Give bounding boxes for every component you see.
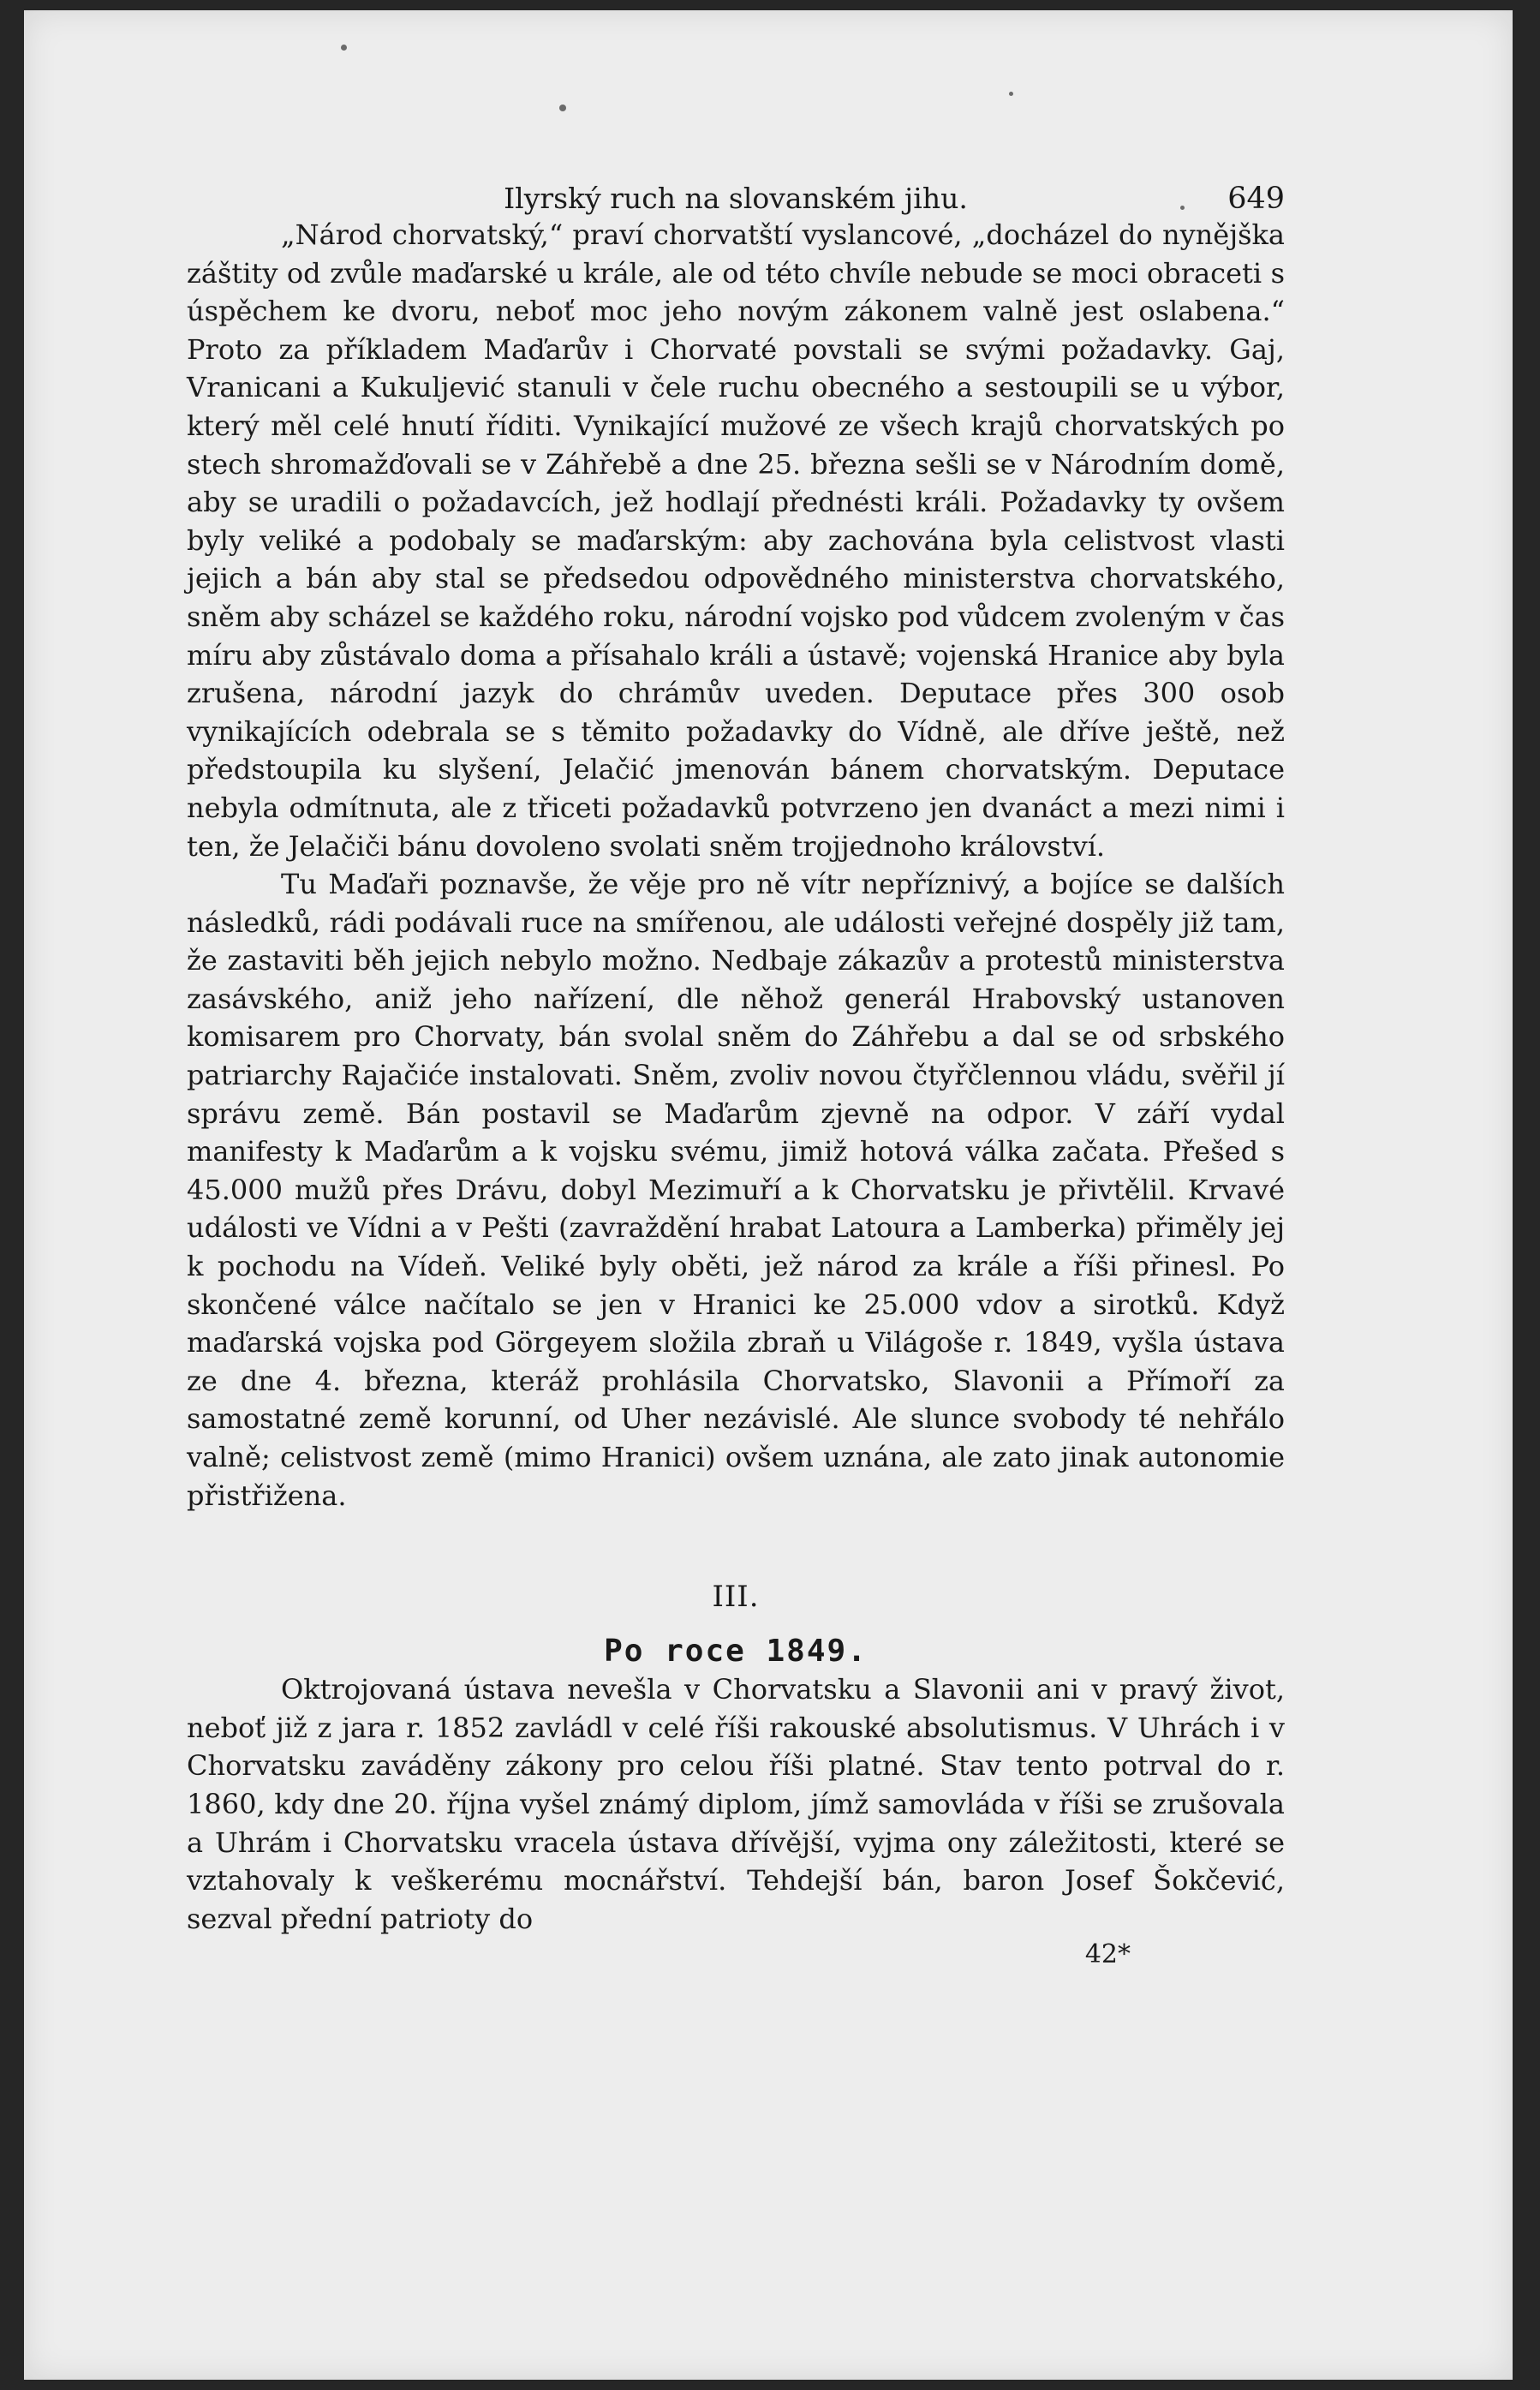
running-title: Ilyrský ruch na slovanském jihu.	[504, 182, 968, 215]
running-head	[187, 182, 1285, 216]
paragraph-1: „Národ chorvatský,“ praví chorvatští vyslancové, „docházel do nynějška záštity od zvůle maďarské u krále, ale od této chvíle nebude se moci obraceti s úspěchem ke dvoru, neboť moc jeho novým zákonem valně jest oslabena.“ Proto za příkladem Maďarův i Chorvaté povstali se svými požadavky. Gaj, Vranicani a Kukuljević stanuli v čele ruchu obecného a sestoupili se u výbor, který měl celé hnutí říditi. Vynikající mužové ze všech krajů chorvatských po stech shromažďovali se v Záhřebě a dne 25. března sešli se v Národním domě, aby se uradili o požadavcích, jež hodlají přednésti králi. Požadavky ty ovšem byly veliké a podobaly se maďarským: aby zachována byla celistvost vlasti jejich a bán aby stal se předsedou odpovědného ministerstva chorvatského, sněm aby scházel se každého roku, národní vojsko pod vůdcem zvoleným v čas míru aby zůstávalo doma a přísahalo králi a ústavě; vojenská Hranice aby byla zrušena, národní jazyk do chrámův uveden. Deputace přes 300 osob vynikajících odebrala se s těmito požadavky do Vídně, ale dříve ještě, než předstoupila ku slyšení, Jelačić jmenován bánem chorvatským. Deputace nebyla odmítnuta, ale z třiceti požadavků potvrzeno jen dvanáct a mezi nimi i ten, že Jelačiči bánu dovoleno svolati sněm trojjednoho království.	[187, 218, 1285, 863]
section-numeral: III.	[712, 1580, 760, 1615]
paragraph-3: Oktrojovaná ústava nevešla v Chorvatsku a Slavonii ani v pravý život, neboť již z jara r. 1852 zavládl v celé říši rakouské absolutismus. V Uhrách i v Chorvatsku zaváděny zákony pro celou říši platné. Stav tento potrval do r. 1860, kdy dne 20. října vyšel známý diplom, jímž samovláda v říši se zrušovala a Uhrám i Chorvatsku vracela ústava dřívější, vyjma ony záležitosti, které se vztahovaly k veškerému mocnářství. Tehdejší bán, baron Josef Šokčević, sezval přední patrioty do	[187, 1673, 1285, 1935]
print-speck	[341, 45, 347, 51]
print-speck	[559, 105, 566, 111]
paragraph-2: Tu Maďaři poznavše, že věje pro ně vítr nepříznivý, a bojíce se dalších následků, rádi podávali ruce na smířenou, ale události veřejné dospěly již tam, že zastaviti běh jejich nebylo možno. Nedbaje zákazův a protestů ministerstva zasávského, aniž jeho nařízení, dle něhož generál Hrabovský ustanoven komisarem pro Chorvaty, bán svolal sněm do Záhřebu a dal se od srbského patriarchy Rajačiće instalovati. Sněm, zvoliv novou čtyřčlennou vládu, svěřil jí správu země. Bán postavil se Maďarům zjevně na odpor. V září vydal manifesty k Maďarům a k vojsku svému, jimiž hotová válka začata. Přešed s 45.000 mužů přes Drávu, dobyl Mezimuří a k Chorvatsku je přivtělil. Krvavé události ve Vídni a v Pešti (zavraždění hrabat Latoura a Lamberka) přiměly jej k pochodu na Vídeň. Veliké byly oběti, jež národ za krále a říši přinesl. Po skončené válce načítalo se jen v Hranici ke 25.000 vdov a sirotků. Když maďarská vojska pod Görgeyem složila zbraň u Világoše r. 1849, vyšla ústava ze dne 4. března, kteráž prohlásila Chorvatsko, Slavonii a Přímoří za samostatné země korunní, od Uher nezávislé. Ale slunce svobody té nehřálo valně; celistvost země (mimo Hranici) ovšem uznána, ale zato jinak autonomie přistřižena.	[187, 868, 1285, 1512]
section-title: Po roce 1849.	[604, 1634, 868, 1670]
page-number: 649	[1227, 182, 1285, 216]
signature-mark: 42*	[1084, 1939, 1131, 1970]
book-page	[24, 10, 1513, 2380]
text-block	[187, 182, 1285, 1972]
print-speck	[1009, 92, 1013, 96]
